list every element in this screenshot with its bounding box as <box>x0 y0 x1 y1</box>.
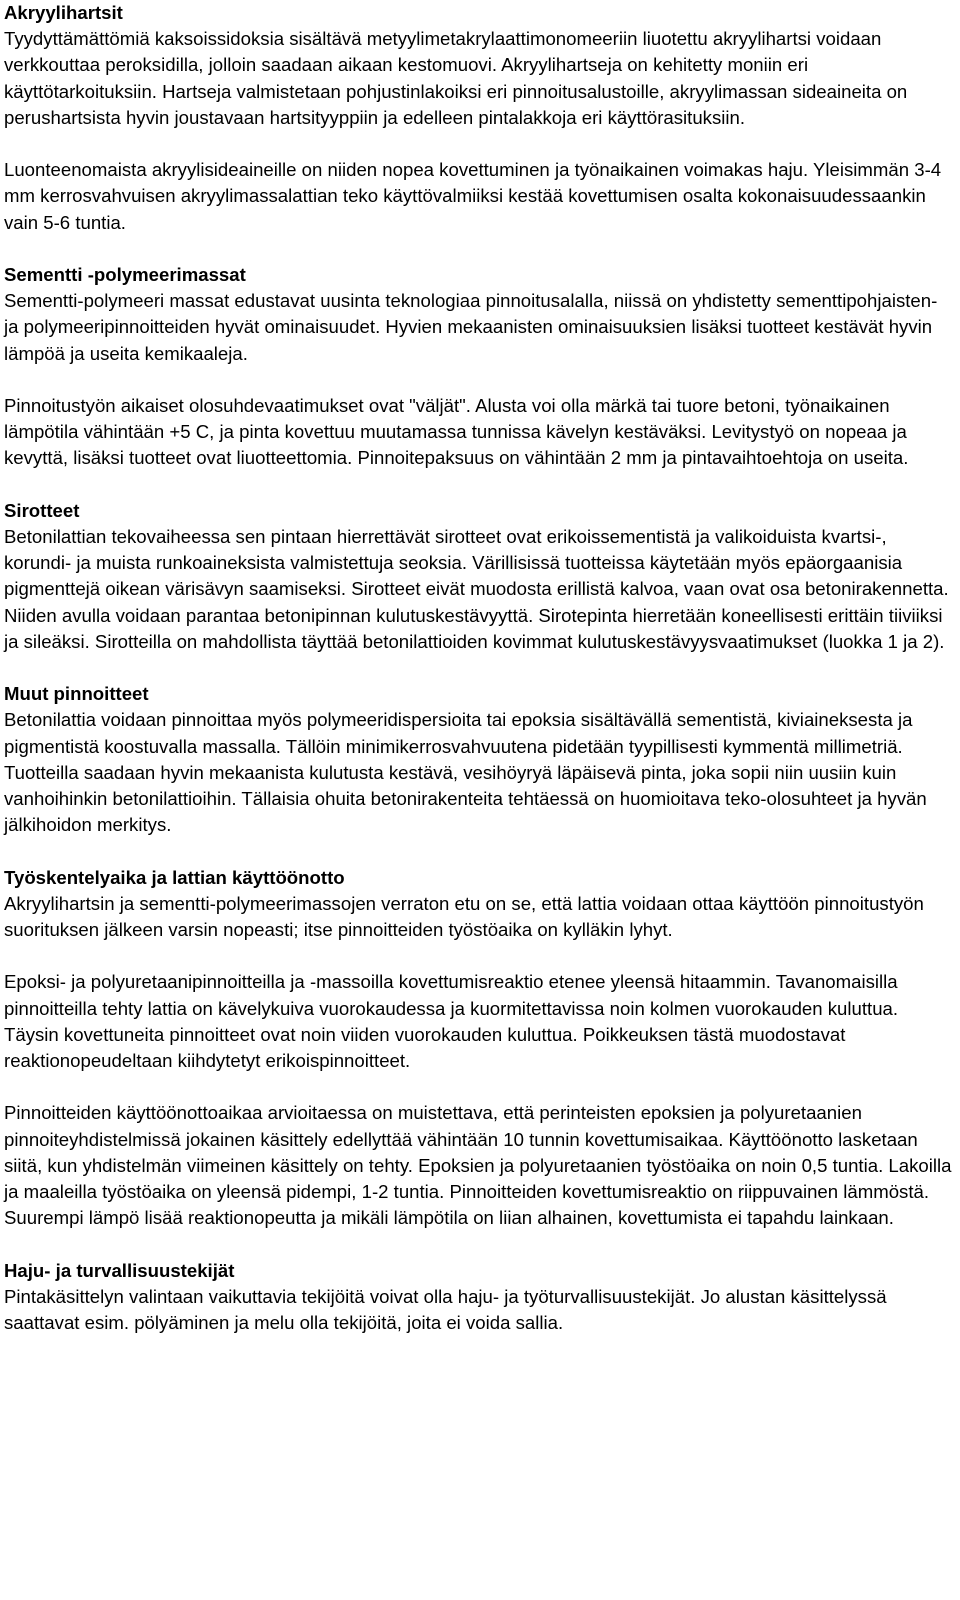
section-tyoskentelyaika <box>4 865 956 1232</box>
paragraph: Epoksi- ja polyuretaanipinnoitteilla ja -massoilla kovettumisreaktio etenee yleensä hitaammin. Tavanomaisilla pinnoitteilla tehty lattia on kävelykuiva vuorokaudessa ja kuormitettavissa noin kolmen vuorokauden kuluttua. Täysin kovettuneita pinnoitteet ovat noin viiden vuorokauden kuluttua. Poikkeuksen tästä muodostavat reaktionopeudeltaan kiihdytetyt erikoispinnoitteet. <box>4 971 899 1072</box>
paragraph: Sementti-polymeeri massat edustavat uusinta teknologiaa pinnoitusalalla, niissä on yhdistetty sementtipohjaisten- ja polymeeripinnoitteiden hyvät ominaisuudet. Hyvien mekaanisten ominaisuuksien lisäksi tuotteet kestävät hyvin lämpöä ja useita kemikaaleja. <box>4 290 938 364</box>
section-akryylihartsit <box>4 0 956 236</box>
section-heading: Muut pinnoitteet <box>4 683 149 705</box>
paragraph: Akryylihartsin ja sementti-polymeerimassojen verraton etu on se, että lattia voidaan ottaa käyttöön pinnoitustyön suorituksen jälkeen varsin nopeasti; itse pinnoitteiden työstöaika on kylläkin lyhyt. <box>4 892 924 941</box>
section-heading: Sirotteet <box>4 499 80 521</box>
paragraph: Luonteenomaista akryylisideaineille on niiden nopea kovettuminen ja työnaikainen voimakas haju. Yleisimmän 3-4 mm kerrosvahvuisen akryylimassalattian teko käyttövalmiiksi kestää kovettumisen osalta kokonaisuudessaankin vain 5-6 tuntia. <box>4 159 942 233</box>
section-heading: Työskentelyaika ja lattian käyttöönotto <box>4 866 345 888</box>
section-sirotteet <box>4 498 956 655</box>
section-sementti-polymeerimassat <box>4 262 956 472</box>
paragraph: Betonilattian tekovaiheessa sen pintaan hierrettävät sirotteet ovat erikoissementistä ja valikoiduista kvartsi-, korundi- ja muista runkoaineksista valmistettuja seoksia. Värillisissä tuotteissa käytetään myös epäorgaanisia pigmenttejä oikean värisävyn saamiseksi. Sirotteet eivät muodosta erillistä kalvoa, vaan ovat osa betonirakennetta. Niiden avulla voidaan parantaa betonipinnan kulutuskestävyyttä. Sirotepinta hierretään koneellisesti erittäin tiiviiksi ja sileäksi. Sirotteilla on mahdollista täyttää betonilattioiden kovimmat kulutuskestävyysvaatimukset (luokka 1 ja 2). <box>4 526 949 652</box>
section-haju-ja-turvallisuus <box>4 1258 956 1337</box>
section-heading: Akryylihartsit <box>4 2 123 23</box>
paragraph: Betonilattia voidaan pinnoittaa myös polymeeridispersioita tai epoksia sisältävällä sementistä, kiviaineksesta ja pigmentistä koostuvalla massalla. Tällöin minimikerrosvahvuutena pidetään tyypillisesti kymmentä millimetriä. Tuotteilla saadaan hyvin mekaanista kulutusta kestävä, vesihöyryä läpäisevä pinta, joka sopii niin uusiin kuin vanhoihinkin betonilattioihin. Tällaisia ohuita betonirakenteita tehtäessä on huomioitava teko-olosuhteet ja hyvän jälkihoidon merkitys. <box>4 709 927 836</box>
paragraph: Pinnoitustyön aikaiset olosuhdevaatimukset ovat "väljät". Alusta voi olla märkä tai tuore betoni, työnaikainen lämpötila vähintään +5 C, ja pinta kovettuu muutamassa tunnissa kävelyn kestäväksi. Levitystyö on nopeaa ja kevyttä, lisäksi tuotteet ovat liuotteettomia. Pinnoitepaksuus on vähintään 2 mm ja pintavaihtoehtoja on useita. <box>4 395 909 469</box>
section-muut-pinnoitteet <box>4 681 956 838</box>
section-heading: Sementti -polymeerimassat <box>4 264 246 285</box>
document-page <box>4 0 956 1336</box>
paragraph: Tyydyttämättömiä kaksoissidoksia sisältävä metyylimetakrylaattimonomeeriin liuotettu akryylihartsi voidaan verkkouttaa peroksidilla, jolloin saadaan aikaan kestomuovi. Akryylihartseja on kehitetty moniin eri käyttötarkoituksiin. Hartseja valmistetaan pohjustinlakoiksi eri pinnoitusalustoille, akryylimassan sideaineita on perushartsista hyvin joustavaan hartsityyppiin ja edelleen pintalakkoja eri käyttörasituksiin. <box>4 28 908 128</box>
section-heading: Haju- ja turvallisuustekijät <box>4 1259 235 1281</box>
paragraph: Pinnoitteiden käyttöönottoaikaa arvioitaessa on muistettava, että perinteisten epoksien ja polyuretaanien pinnoiteyhdistelmissä jokainen käsittely edellyttää vähintään 10 tunnin kovettumisaikaa. Käyttöönotto lasketaan siitä, kun yhdistelmän viimeinen käsittely on tehty. Epoksien ja polyuretaanien työstöaika on noin 0,5 tuntia. Lakoilla ja maaleilla työstöaika on yleensä pidempi, 1-2 tuntia. Pinnoitteiden kovettumisreaktio on riippuvainen lämmöstä. Suurempi lämpö lisää reaktionopeutta ja mikäli lämpötila on liian alhainen, kovettumista ei tapahdu lainkaan. <box>4 1102 952 1229</box>
paragraph: Pintakäsittelyn valintaan vaikuttavia tekijöitä voivat olla haju- ja työturvallisuustekijät. Jo alustan käsittelyssä saattavat esim. pölyäminen ja melu olla tekijöitä, joita ei voida sallia. <box>4 1285 887 1334</box>
